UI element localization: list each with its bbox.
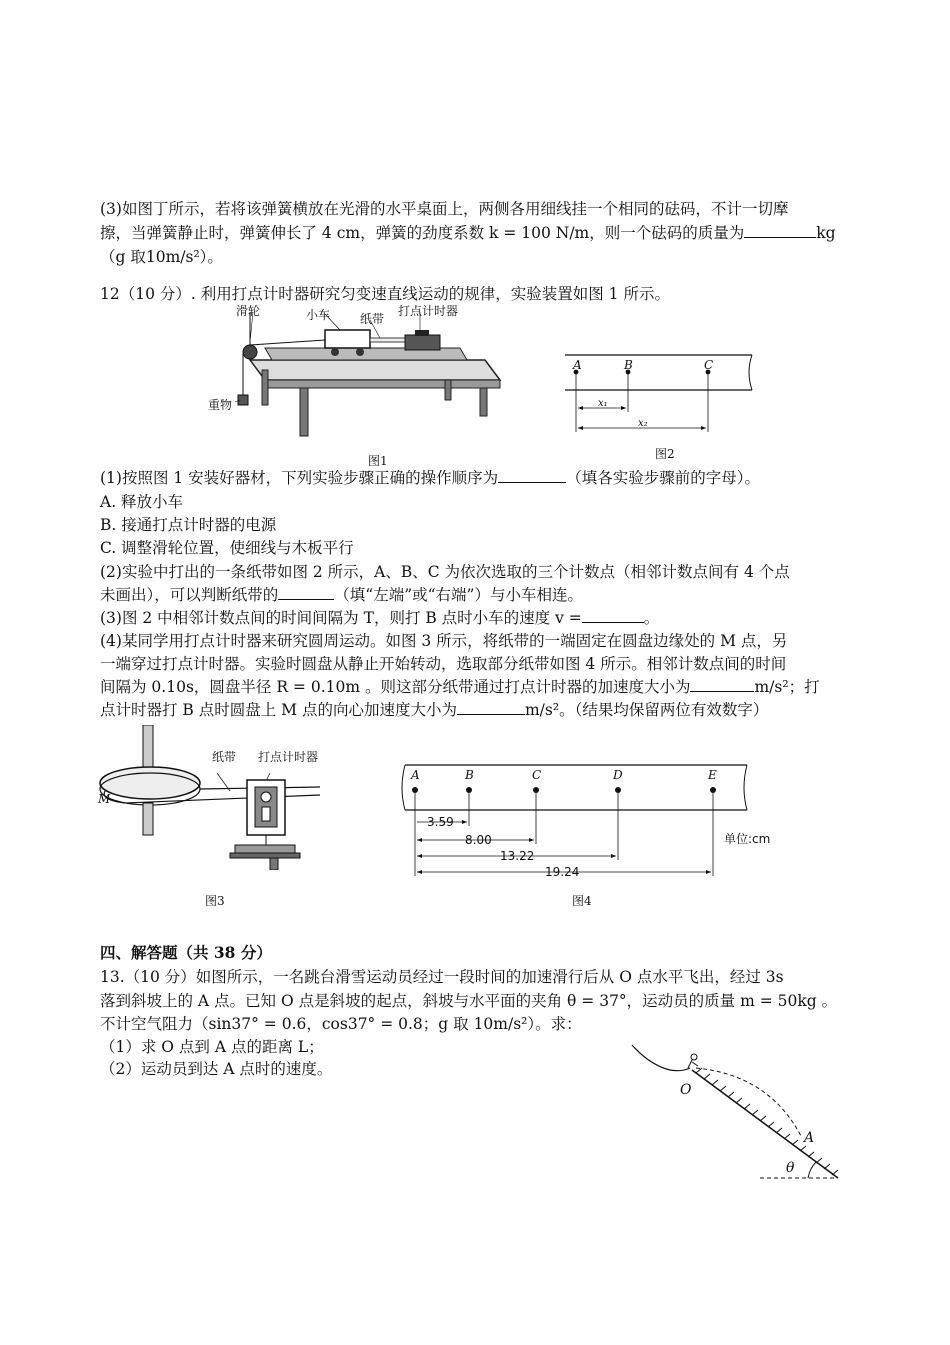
fig2-label-x2: x₂	[638, 418, 648, 429]
fig4-label-c: C	[532, 768, 542, 782]
q12-title: 12（10 分）. 利用打点计时器研究匀变速直线运动的规律，实验装置如图 1 所示。	[100, 285, 670, 303]
fig5-label-o: O	[680, 1082, 692, 1098]
q12-part4-text3: 间隔为 0.10s，圆盘半径 R = 0.10m 。则这部分纸带通过打点计时器的加速度大小为	[100, 678, 691, 696]
q12-part2-line1: (2)实验中打出的一条纸带如图 2 所示，A、B、C 为依次选取的三个计数点（相邻计数点间有 4 个点	[100, 563, 790, 581]
q13-line1: 13.（10 分）如图所示，一名跳台滑雪运动员经过一段时间的加速滑行后从 O 点水平飞出，经过 3s	[100, 968, 784, 986]
q12-part3-text: (3)图 2 中相邻计数点间的时间间隔为 T，则打 B 点时小车的速度 v =	[100, 609, 582, 627]
q12-part3	[100, 607, 659, 629]
answer-blank-order[interactable]	[498, 468, 566, 483]
fig2-label-b: B	[624, 358, 633, 372]
fig4-dist-ad: 13.22	[500, 849, 535, 863]
q12-part4-text4: 点计时器打 B 点时圆盘上 M 点的向心加速度大小为	[100, 701, 457, 719]
fig2-label-c: C	[704, 358, 714, 372]
figure-2-caption: 图2	[655, 447, 675, 461]
fig4-dot-a	[412, 787, 418, 793]
fig4-dist-ab: 3.59	[427, 815, 454, 829]
fig4-unit: 单位:cm	[724, 832, 771, 846]
fig5-label-theta: θ	[786, 1160, 795, 1176]
figure-3-disk	[95, 725, 335, 870]
fig3-label-timer: 打点计时器	[258, 750, 319, 764]
fig4-label-d: D	[613, 768, 623, 782]
section-heading: 四、解答题（共 38 分）	[100, 943, 272, 962]
q12-part4-line2: 一端穿过打点计时器。实验时圆盘从静止开始转动，选取部分纸带如图 4 所示。相邻计数点间的时间	[100, 655, 787, 673]
q11-part3-text: 擦，当弹簧静止时，弹簧伸长了 4 cm，弹簧的劲度系数 k = 100 N/m，则一个砝码的质量为	[100, 224, 745, 242]
label-weight: 重物	[208, 398, 233, 412]
unit-kg: kg	[816, 224, 836, 242]
q12-part2-text: 未画出），可以判断纸带的	[100, 586, 279, 604]
q12-part4-line3	[100, 676, 820, 698]
label-tape: 纸带	[360, 312, 385, 326]
label-cart: 小车	[306, 308, 331, 322]
fig4-label-b: B	[465, 768, 474, 782]
answer-blank-acceleration[interactable]	[690, 677, 754, 692]
q12-part1-hint: （填各实验步骤前的字母）。	[566, 469, 760, 487]
q11-part3-line2	[100, 222, 836, 244]
option-c: C. 调整滑轮位置，使细线与木板平行	[100, 539, 354, 557]
q13-sub2: （2）运动员到达 A 点时的速度。	[100, 1060, 333, 1078]
q12-part1-text: (1)按照图 1 安装好器材，下列实验步骤正确的操作顺序为	[100, 469, 499, 487]
fig3-label-m: M	[98, 792, 111, 806]
figure-5-ski-slope	[620, 1040, 850, 1185]
q12-part3-end: 。	[643, 609, 660, 627]
option-a: A. 释放小车	[100, 493, 184, 511]
option-b: B. 接通打点计时器的电源	[100, 516, 277, 534]
fig4-label-a: A	[411, 768, 420, 782]
q12-part1	[100, 467, 760, 489]
answer-blank-end[interactable]	[278, 585, 334, 600]
q11-part3-line1: (3)如图丁所示，若将该弹簧横放在光滑的水平桌面上，两侧各用细线挂一个相同的砝码，不计一切摩	[100, 200, 789, 218]
q13-sub1: （1）求 O 点到 A 点的距离 L；	[100, 1038, 324, 1056]
figure-4-caption: 图4	[572, 894, 592, 908]
q12-part4-line4	[100, 699, 768, 721]
figure-2-tape	[560, 350, 760, 440]
fig4-dist-ae: 19.24	[545, 865, 580, 879]
figure-3-caption: 图3	[205, 894, 225, 908]
fig2-label-x1: x₁	[598, 398, 608, 409]
q13-line3: 不计空气阻力（sin37° = 0.6，cos37° = 0.8；g 取 10m/s²）。求：	[100, 1015, 582, 1033]
label-pulley: 滑轮	[236, 304, 261, 318]
q12-part2-line2	[100, 584, 583, 606]
fig4-dot-e	[710, 787, 716, 793]
label-timer: 打点计时器	[398, 304, 459, 318]
q11-part3-line3: （g 取10m/s²）。	[100, 248, 223, 266]
q12-part4-unit1: m/s²；打	[754, 678, 820, 696]
q12-part2-hint: （填“左端”或“右端”）与小车相连。	[334, 586, 583, 604]
fig2-label-a: A	[573, 358, 582, 372]
answer-blank-velocity[interactable]	[582, 608, 644, 623]
fig4-dot-d	[615, 787, 621, 793]
q12-part4-unit2: m/s²。（结果均保留两位有效数字）	[524, 701, 769, 719]
fig4-dot-c	[533, 787, 539, 793]
fig5-label-a: A	[804, 1130, 815, 1146]
q13-line2: 落到斜坡上的 A 点。已知 O 点是斜坡的起点，斜坡与水平面的夹角 θ = 37°，运动员的质量 m = 50kg 。	[100, 992, 838, 1010]
fig4-dot-b	[466, 787, 472, 793]
figure-1-apparatus	[205, 300, 505, 465]
answer-blank-centripetal[interactable]	[457, 700, 525, 715]
fig4-dist-ac: 8.00	[465, 833, 492, 847]
q12-part4-line1: (4)某同学用打点计时器来研究圆周运动。如图 3 所示，将纸带的一端固定在圆盘边缘处的 M 点，另	[100, 632, 788, 650]
figure-1-caption: 图1	[368, 454, 388, 468]
fig4-label-e: E	[708, 768, 717, 782]
fig3-label-tape: 纸带	[212, 750, 237, 764]
answer-blank-mass[interactable]	[744, 223, 816, 238]
